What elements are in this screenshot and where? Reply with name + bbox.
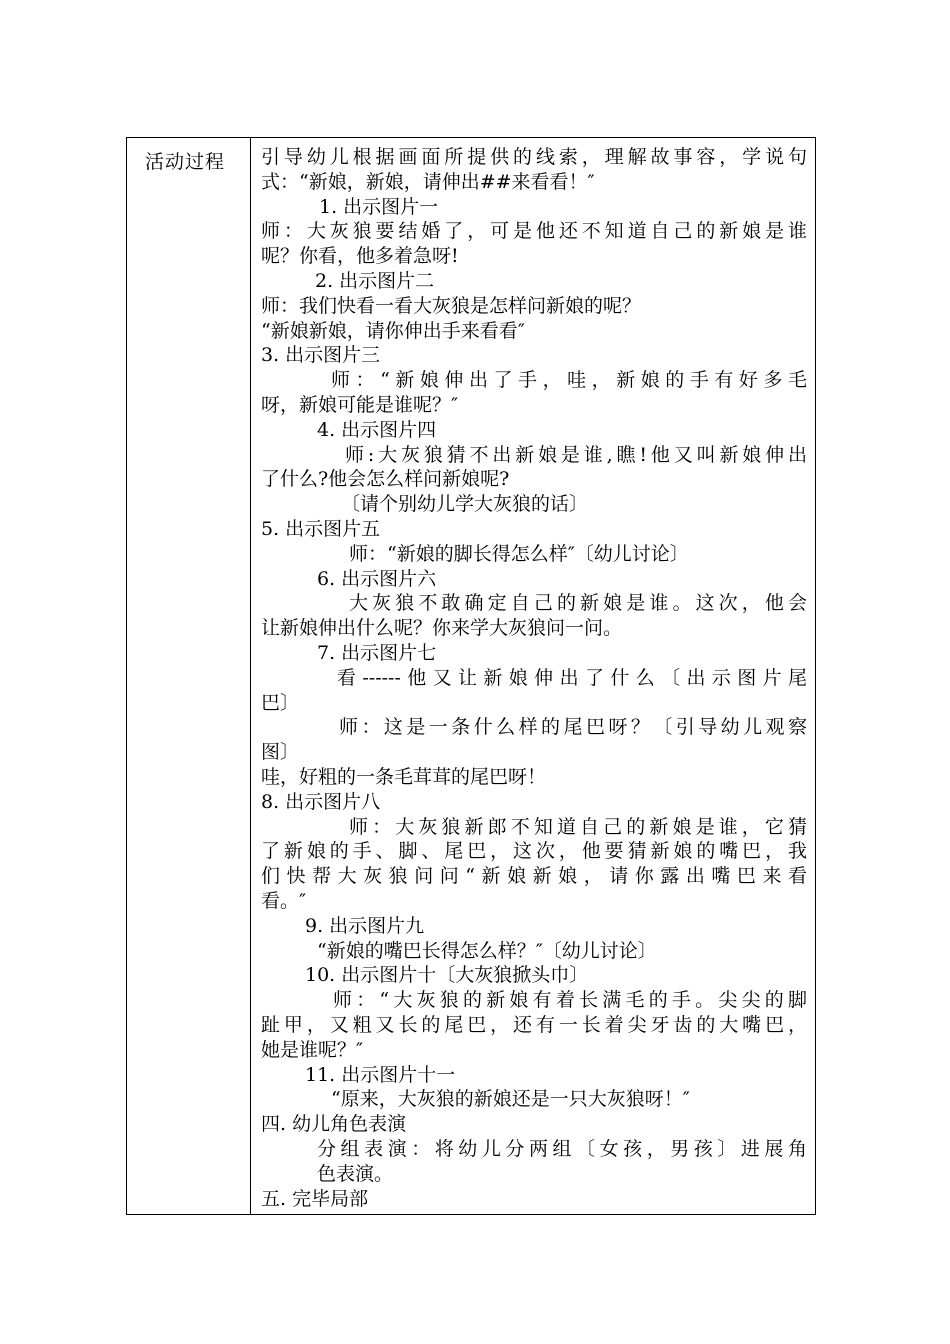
content-cell (251, 138, 815, 1214)
content-line: 7. 出示图片七 (317, 642, 437, 664)
content-line: 师：这是一条什么样的尾巴呀？〔引导幼儿观察 (339, 716, 807, 739)
content-line: 6. 出示图片六 (317, 567, 437, 590)
content-line: 巴〕 (261, 691, 300, 714)
content-line: 让新娘伸出什么呢？你来学大灰狼问一问。 (261, 617, 623, 640)
content-line: 式：“新娘，新娘，请伸出##来看看！″ (261, 170, 595, 193)
content-line: 引导幼儿根据画面所提供的线索，理解故事容，学说句 (261, 146, 807, 168)
content-line: 呀，新娘可能是谁呢？″ (261, 394, 459, 416)
content-line: 师：大灰狼要结婚了，可是他还不知道自己的新娘是谁 (261, 220, 807, 243)
content-line: 图〕 (261, 741, 300, 764)
content-line: 〔请个别幼儿学大灰狼的话〕 (341, 493, 589, 516)
content-line: 哇，好粗的一条毛茸茸的尾巴呀！ (261, 766, 547, 788)
section-label: 活动过程 (145, 151, 226, 173)
content-line: 5. 出示图片五 (261, 518, 381, 540)
content-line: 了新娘的手、脚、尾巴，这次，他要猜新娘的嘴巴，我 (261, 840, 807, 863)
content-line: 色表演。 (317, 1162, 394, 1185)
content-line: 师：“新娘的脚长得怎么样″〔幼儿讨论〕 (349, 542, 689, 565)
content-line: 大灰狼不敢确定自己的新娘是谁。这次，他会 (349, 592, 807, 615)
content-line: “新娘的嘴巴长得怎么样？″〔幼儿讨论〕 (317, 939, 657, 962)
content-line: 师:大灰狼猜不出新娘是谁,瞧!他又叫新娘伸出 (345, 443, 807, 466)
content-line: 趾甲，又粗又长的尾巴，还有一长着尖牙齿的大嘴巴， (261, 1014, 807, 1036)
content-line: 四. 幼儿角色表演 (261, 1113, 407, 1136)
content-line: 们快帮大灰狼问问“新娘新娘，请你露出嘴巴来看 (261, 865, 807, 888)
content-line: 9. 出示图片九 (305, 914, 425, 937)
content-line: “原来，大灰狼的新娘还是一只大灰狼呀！″ (331, 1088, 690, 1111)
content-line: 师：“新娘伸出了手，哇，新娘的手有好多毛 (331, 369, 807, 392)
content-line: 1. 出示图片一 (319, 195, 439, 218)
content-line: 了什么?他会怎么样问新娘呢? (261, 468, 510, 491)
content-line: “新娘新娘，请你伸出手来看看″ (261, 319, 525, 342)
content-line: 呢？你看，他多着急呀! (261, 245, 459, 268)
content-line: 五. 完毕局部 (261, 1187, 369, 1210)
content-line: 师：我们快看一看大灰狼是怎样问新娘的呢？ (261, 294, 642, 317)
content-line: 3. 出示图片三 (261, 344, 381, 367)
content-line: 分组表演：将幼儿分两组〔女孩，男孩〕进展角 (317, 1138, 807, 1160)
activity-table (126, 137, 816, 1215)
content-line: 2. 出示图片二 (315, 270, 435, 292)
content-line: 她是谁呢？″ (261, 1038, 364, 1061)
content-line: 11. 出示图片十一 (305, 1063, 456, 1086)
content-line: 师：“大灰狼的新娘有着长满毛的手。尖尖的脚 (333, 989, 807, 1012)
content-line: 8. 出示图片八 (261, 790, 381, 813)
content-line: 看。″ (261, 890, 307, 912)
content-line: 10. 出示图片十〔大灰狼掀头巾〕 (305, 964, 589, 987)
content-line: 看------他又让新娘伸出了什么〔出示图片尾 (337, 666, 807, 689)
label-cell (127, 138, 251, 1214)
content-line: 4. 出示图片四 (317, 418, 437, 441)
content-line: 师：大灰狼新郎不知道自己的新娘是谁，它猜 (349, 815, 807, 838)
